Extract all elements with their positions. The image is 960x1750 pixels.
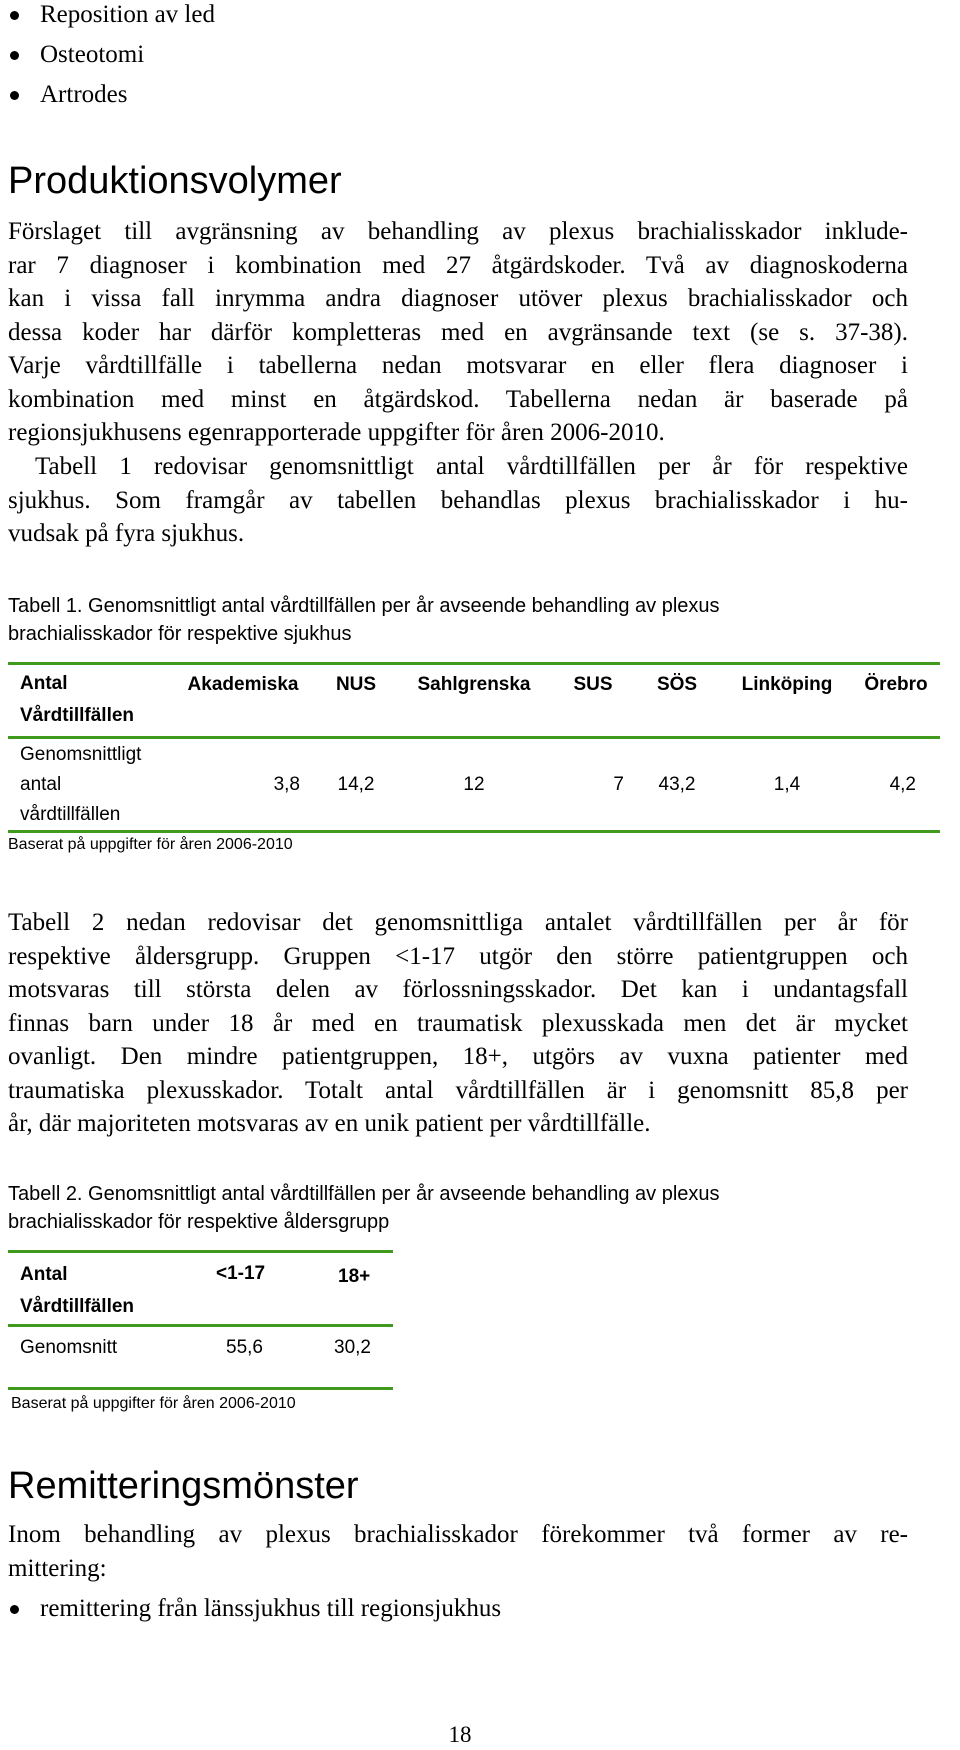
- header-label-line: Vårdtillfällen: [20, 705, 135, 726]
- table-cell: 7: [613, 774, 624, 795]
- table-cell: 3,8: [273, 774, 300, 795]
- table-cell: 4,2: [889, 774, 916, 795]
- bullet-icon: [10, 51, 19, 60]
- text-line: respektive åldersgrupp. Gruppen <1-17 utgör den större patientgruppen och: [8, 942, 908, 970]
- caption-line: Tabell 1. Genomsnittligt antal vårdtillfällen per år avseende behandling av plexus: [8, 595, 720, 617]
- text-line: finnas barn under 18 år med en traumatisk plexusskada men det är mycket: [8, 1009, 908, 1037]
- text-line: Inom behandling av plexus brachialisskador förekommer två former av re-: [8, 1521, 908, 1548]
- paragraph-tabell2-intro: [8, 906, 908, 1141]
- table-row-label: Genomsnitt: [20, 1337, 118, 1358]
- list-item: [8, 0, 215, 35]
- table1-source-note: Baserat på uppgifter för åren 2006-2010: [8, 836, 293, 853]
- table-header-cell: Akademiska: [187, 674, 299, 695]
- caption-line: brachialisskador för respektive åldersgrupp: [8, 1211, 390, 1233]
- top-bullet-list: [8, 0, 215, 115]
- table-header-cell: Linköping: [741, 674, 833, 695]
- text-line: kan i vissa fall inrymma andra diagnoser utöver plexus brachialisskador och: [8, 285, 908, 312]
- table-header-cell: SUS: [573, 674, 613, 695]
- table-header-cell: 18+: [338, 1266, 371, 1287]
- list-item: [8, 75, 215, 115]
- section-heading-produktionsvolymer: Produktionsvolymer: [8, 160, 342, 202]
- header-label-line: Vårdtillfällen: [20, 1296, 135, 1317]
- text-line: år, där majoriteten motsvaras av en unik patient per vårdtillfälle.: [8, 1110, 651, 1137]
- table2-caption: [8, 1180, 720, 1236]
- list-item: [8, 1589, 501, 1629]
- table-header-cell: SÖS: [656, 674, 698, 695]
- text-line: Varje vårdtillfälle i tabellerna nedan motsvarar en eller flera diagnoser i: [8, 352, 908, 379]
- list-item-text: remittering från länssjukhus till regionsjukhus: [40, 1595, 502, 1622]
- text-line: Tabell 2 nedan redovisar det genomsnittliga antalet vårdtillfällen per år för: [8, 909, 908, 936]
- caption-line: brachialisskador för respektive sjukhus: [8, 623, 352, 645]
- list-item-text: Reposition av led: [40, 1, 215, 28]
- text-line: motsvaras till största delen av förlossningsskador. Det kan i undantagsfall: [8, 976, 908, 1003]
- table-cell: 1,4: [773, 774, 801, 795]
- list-item: [8, 35, 215, 75]
- row-label-line: antal: [20, 774, 62, 795]
- table-header-cell: <1-17: [216, 1263, 266, 1284]
- text-line: kombination med minst en åtgärdskod. Tabellerna nedan är baserade på: [8, 385, 908, 413]
- bullet-icon: [10, 91, 19, 100]
- table2-top-rule: [8, 1250, 393, 1253]
- row-label-line: vårdtillfällen: [20, 804, 121, 825]
- table-cell: 14,2: [337, 774, 375, 795]
- text-line: Tabell 1 redovisar genomsnittligt antal vårdtillfällen per år för respektive: [35, 453, 908, 480]
- table1-caption: [8, 592, 720, 648]
- table2-mid-rule: [8, 1324, 393, 1327]
- text-line: vudsak på fyra sjukhus.: [8, 520, 245, 547]
- bullet-icon: [10, 11, 19, 20]
- table2-source-note: Baserat på uppgifter för åren 2006-2010: [11, 1395, 296, 1412]
- table-row-label: [8, 738, 168, 832]
- table-header-label: [8, 662, 168, 738]
- text-line: ovanligt. Den mindre patientgruppen, 18+, utgörs av vuxna patienter med: [8, 1043, 908, 1070]
- paragraph-tabell1-intro: [8, 450, 908, 551]
- page-number: 18: [448, 1722, 472, 1747]
- paragraph-remittering: [8, 1518, 908, 1585]
- text-line: regionsjukhusens egenrapporterade uppgifter för åren 2006-2010.: [8, 419, 665, 446]
- table2-bottom-rule: [8, 1387, 393, 1390]
- bullet-icon: [10, 1605, 19, 1614]
- list-item-text: Osteotomi: [40, 41, 145, 68]
- text-line: mittering:: [8, 1554, 107, 1582]
- text-line: dessa koder har därför kompletteras med en avgränsande text (se s. 37-38).: [8, 318, 908, 346]
- row-label-line: Genomsnittligt: [20, 744, 142, 765]
- table-cell: 30,2: [334, 1337, 371, 1358]
- text-line: traumatiska plexusskador. Totalt antal vårdtillfällen är i genomsnitt 85,8 per: [8, 1076, 908, 1104]
- list-item-text: Artrodes: [40, 81, 128, 108]
- section-heading-remitteringsmonster: Remitteringsmönster: [8, 1465, 359, 1507]
- text-line: sjukhus. Som framgår av tabellen behandlas plexus brachialisskador i hu-: [8, 486, 908, 514]
- table-cell: 12: [463, 774, 485, 795]
- table-header-cell: NUS: [335, 674, 377, 695]
- table1: [8, 662, 940, 832]
- table-row: [8, 738, 940, 832]
- header-label-line: Antal: [20, 1264, 68, 1285]
- table-header-row: [8, 662, 940, 738]
- table-header-label: [20, 1259, 134, 1323]
- text-line: rar 7 diagnoser i kombination med 27 åtgärdskoder. Två av diagnoskoderna: [8, 251, 908, 279]
- caption-line: Tabell 2. Genomsnittligt antal vårdtillfällen per år avseende behandling av plexus: [8, 1183, 720, 1205]
- table-header-cell: Sahlgrenska: [417, 674, 531, 695]
- remittering-bullet-list: [8, 1589, 501, 1629]
- header-label-line: Antal: [20, 673, 68, 694]
- table-cell: 55,6: [226, 1337, 263, 1358]
- table-cell: 43,2: [658, 774, 696, 795]
- text-line: Förslaget till avgränsning av behandling av plexus brachialisskador inklude-: [8, 218, 908, 245]
- paragraph-intro: [8, 215, 908, 450]
- table-header-cell: Örebro: [864, 674, 928, 695]
